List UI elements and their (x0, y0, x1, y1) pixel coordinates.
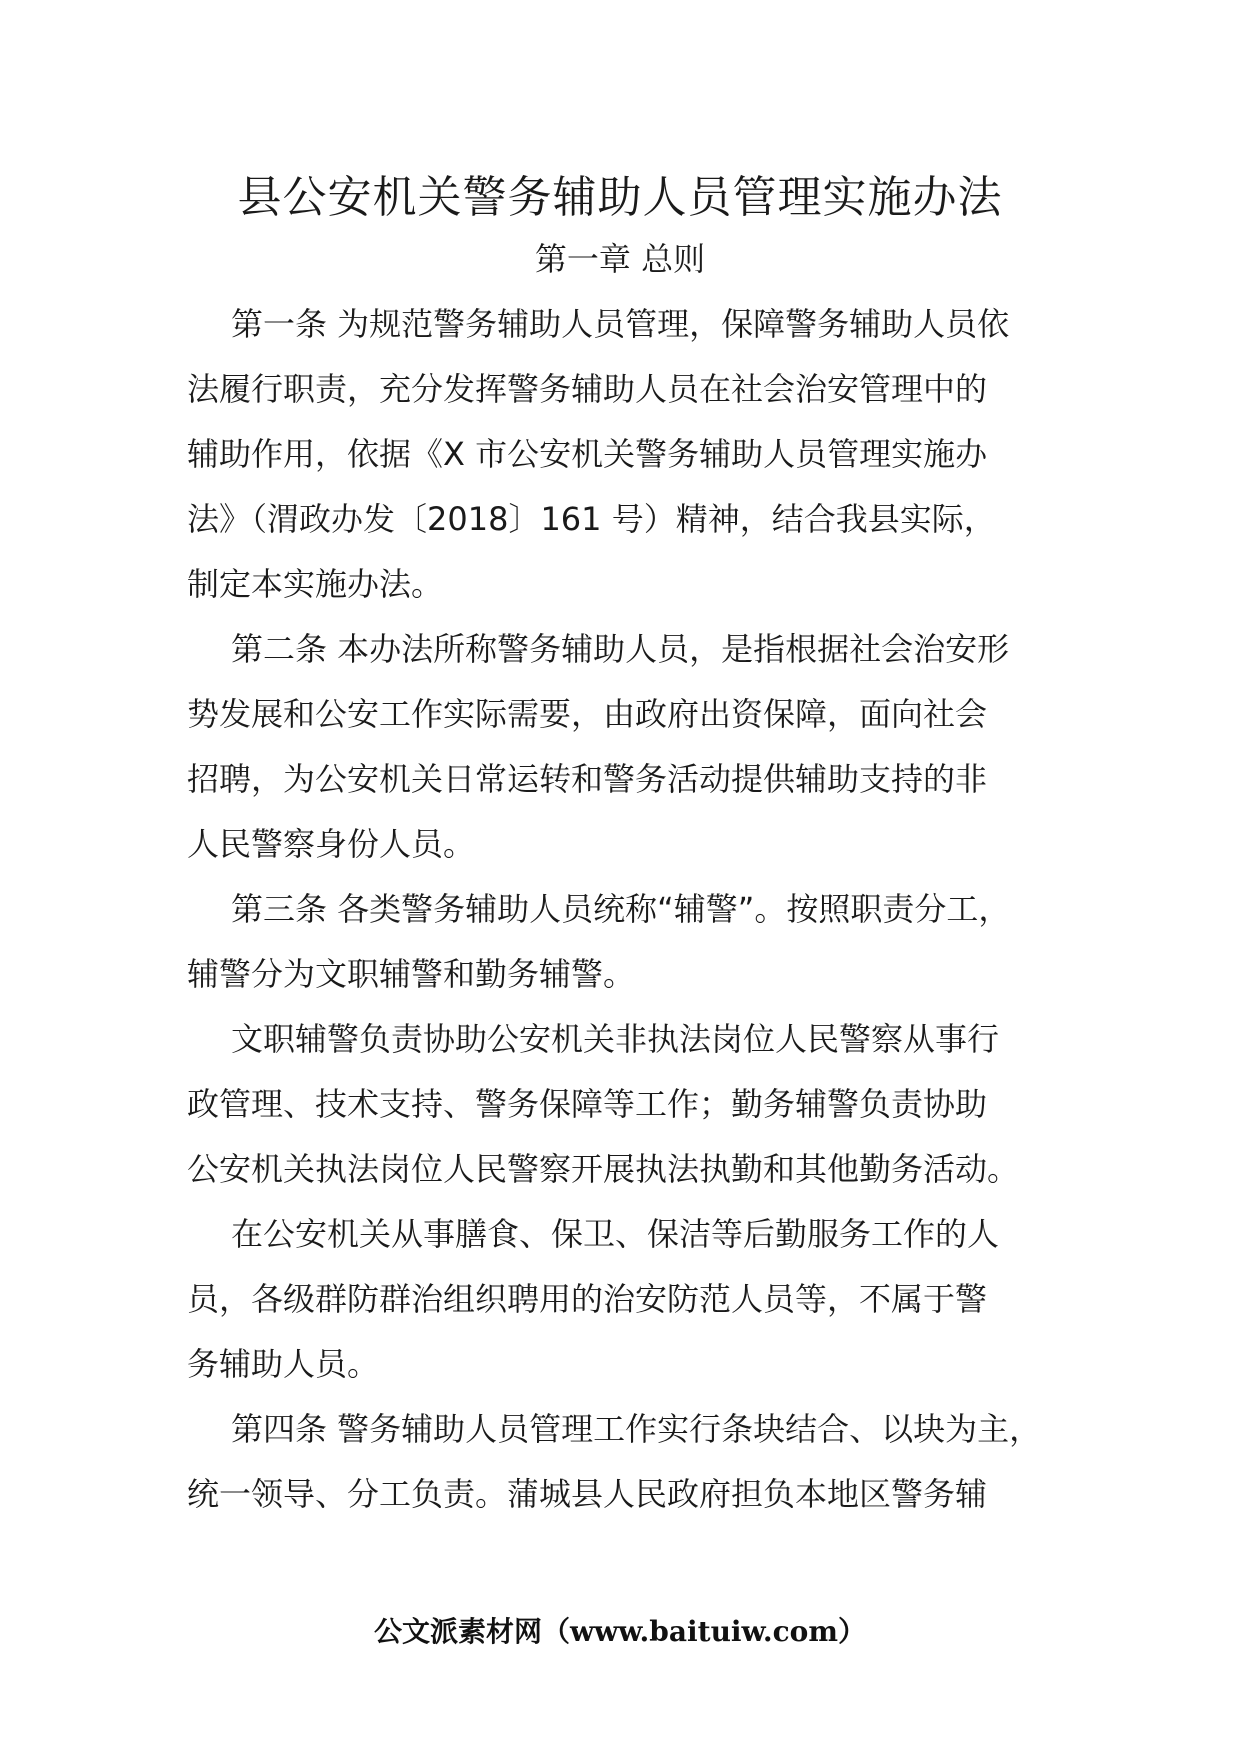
document-body (187, 292, 1087, 1527)
body-text-line: 法履行职责，充分发挥警务辅助人员在社会治安管理中的 (187, 370, 988, 408)
body-text-line: 第一条 为规范警务辅助人员管理，保障警务辅助人员依 (231, 305, 1010, 343)
body-text-line: 法》（渭政办发〔2018〕161 号）精神，结合我县实际， (187, 500, 996, 538)
body-text-line: 招聘，为公安机关日常运转和警务活动提供辅助支持的非 (187, 760, 988, 798)
body-text-line: 务辅助人员。 (187, 1345, 380, 1383)
body-text-line: 辅警分为文职辅警和勤务辅警。 (187, 955, 636, 993)
body-text-line: 势发展和公安工作实际需要，由政府出资保障，面向社会 (187, 695, 988, 733)
body-text-line: 制定本实施办法。 (187, 565, 444, 603)
chapter-heading: 第一章 总则 (534, 240, 706, 278)
body-text-line: 第四条 警务辅助人员管理工作实行条块结合、以块为主， (231, 1410, 1042, 1448)
body-text-line: 第二条 本办法所称警务辅助人员，是指根据社会治安形 (231, 630, 1010, 668)
body-text-line: 员，各级群防群治组织聘用的治安防范人员等，不属于警 (187, 1280, 988, 1318)
document-title: 县公安机关警务辅助人员管理实施办法 (237, 172, 1003, 223)
body-text-line: 在公安机关从事膳食、保卫、保洁等后勤服务工作的人 (231, 1215, 1000, 1253)
body-text-line: 公安机关执法岗位人民警察开展执法执勤和其他勤务活动。 (187, 1150, 1020, 1188)
body-text-line: 第三条 各类警务辅助人员统称“辅警”。按照职责分工， (231, 890, 1011, 928)
source-watermark: 公文派素材网（www.baituiw.com） (374, 1615, 866, 1648)
body-text-line: 人民警察身份人员。 (187, 825, 476, 863)
body-text-line: 政管理、技术支持、警务保障等工作；勤务辅警负责协助 (187, 1085, 988, 1123)
body-text-line: 辅助作用，依据《X 市公安机关警务辅助人员管理实施办 (187, 435, 988, 473)
body-text-line: 统一领导、分工负责。蒲城县人民政府担负本地区警务辅 (187, 1475, 988, 1513)
body-text-line: 文职辅警负责协助公安机关非执法岗位人民警察从事行 (231, 1020, 1000, 1058)
